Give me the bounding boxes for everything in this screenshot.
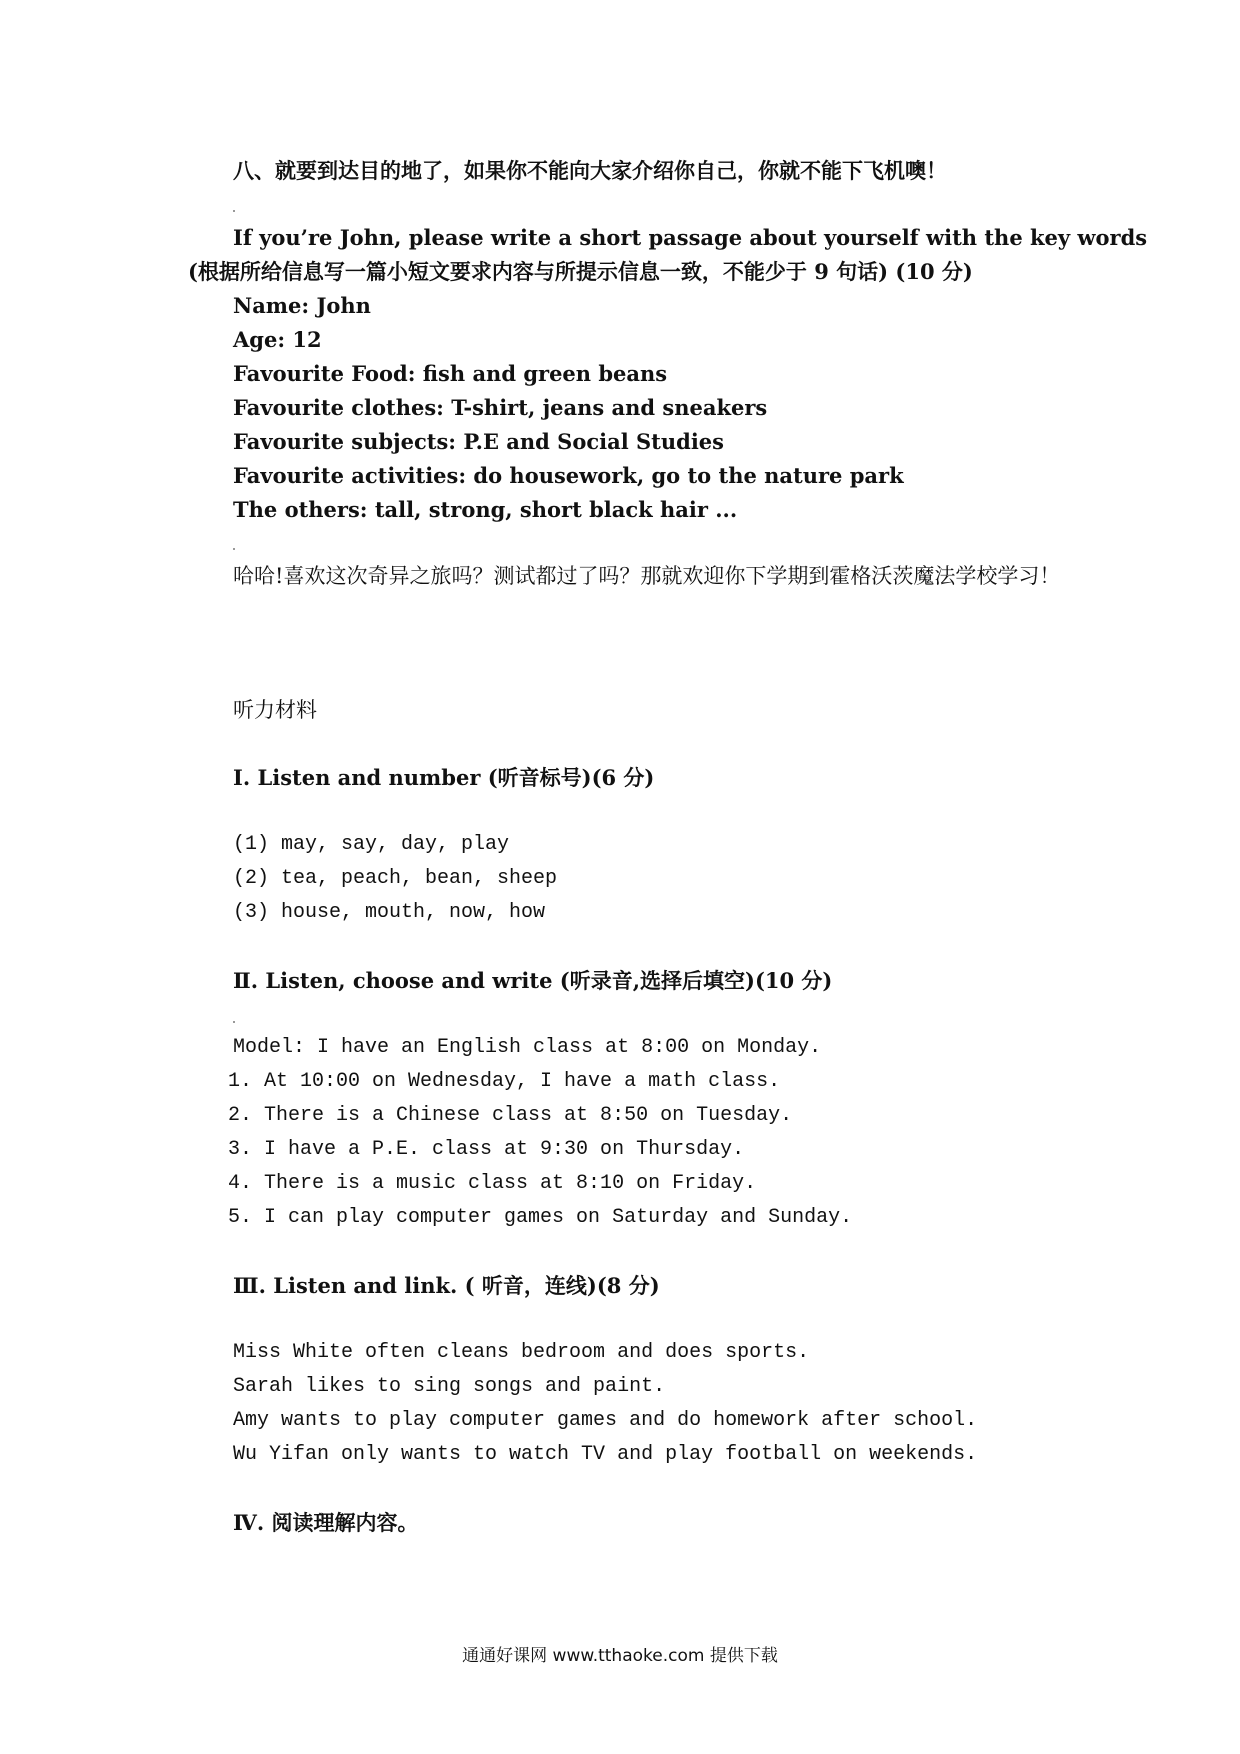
info-food: Favourite Food: fish and green beans bbox=[233, 361, 668, 386]
info-age: Age: 12 bbox=[233, 327, 322, 352]
info-others: The others: tall, strong, short black hair ... bbox=[233, 497, 738, 522]
section8-instruction-cn: (根据所给信息写一篇小短文要求内容与所提示信息一致，不能少于 9 句话) (10 分) bbox=[188, 259, 973, 284]
closing-paragraph: 哈哈!喜欢这次奇异之旅吗？测试都过了吗？那就欢迎你下学期到霍格沃茨魔法学校学习！ bbox=[233, 564, 1061, 588]
info-subjects: Favourite subjects: P.E and Social Studies bbox=[233, 429, 724, 454]
part2-item: 3. I have a P.E. class at 9:30 on Thursday. bbox=[228, 1138, 745, 1161]
info-activities: Favourite activities: do housework, go to the nature park bbox=[233, 463, 904, 488]
part3-item: Miss White often cleans bedroom and does sports. bbox=[233, 1341, 810, 1364]
part1-item: (2) tea, peach, bean, sheep bbox=[233, 867, 558, 890]
part2-heading: Ⅱ. Listen, choose and write (听录音,选择后填空)(10 分) bbox=[233, 968, 833, 993]
part3-item: Wu Yifan only wants to watch TV and play football on weekends. bbox=[233, 1443, 978, 1466]
listening-title: 听力材料 bbox=[233, 698, 317, 722]
part1-item: (3) house, mouth, now, how bbox=[233, 901, 546, 924]
section8-instruction-en: If you’re John, please write a short passage about yourself with the key words bbox=[233, 225, 1148, 250]
stray-mark bbox=[233, 1021, 235, 1023]
section8-heading: 八、就要到达目的地了，如果你不能向大家介绍你自己，你就不能下飞机噢！ bbox=[233, 158, 947, 183]
part1-heading: Ⅰ. Listen and number (听音标号)(6 分) bbox=[233, 765, 655, 790]
part2-item: 4. There is a music class at 8:10 on Friday. bbox=[228, 1172, 757, 1195]
stray-mark bbox=[233, 548, 235, 550]
part3-heading: Ⅲ. Listen and link. ( 听音，连线)(8 分) bbox=[233, 1273, 660, 1298]
stray-mark bbox=[233, 210, 235, 212]
part3-item: Sarah likes to sing songs and paint. bbox=[233, 1375, 666, 1398]
footer-download-credit: 通通好课网 www.tthaoke.com 提供下载 bbox=[462, 1646, 778, 1666]
part2-model: Model: I have an English class at 8:00 on Monday. bbox=[233, 1036, 822, 1059]
info-name: Name: John bbox=[233, 293, 371, 318]
part2-item: 1. At 10:00 on Wednesday, I have a math class. bbox=[228, 1070, 781, 1093]
part2-item: 5. I can play computer games on Saturday and Sunday. bbox=[228, 1206, 853, 1229]
part3-item: Amy wants to play computer games and do homework after school. bbox=[233, 1409, 978, 1432]
part1-item: (1) may, say, day, play bbox=[233, 833, 510, 856]
part2-item: 2. There is a Chinese class at 8:50 on Tuesday. bbox=[228, 1104, 793, 1127]
part4-heading: Ⅳ. 阅读理解内容。 bbox=[233, 1510, 419, 1535]
info-clothes: Favourite clothes: T-shirt, jeans and sneakers bbox=[233, 395, 768, 420]
